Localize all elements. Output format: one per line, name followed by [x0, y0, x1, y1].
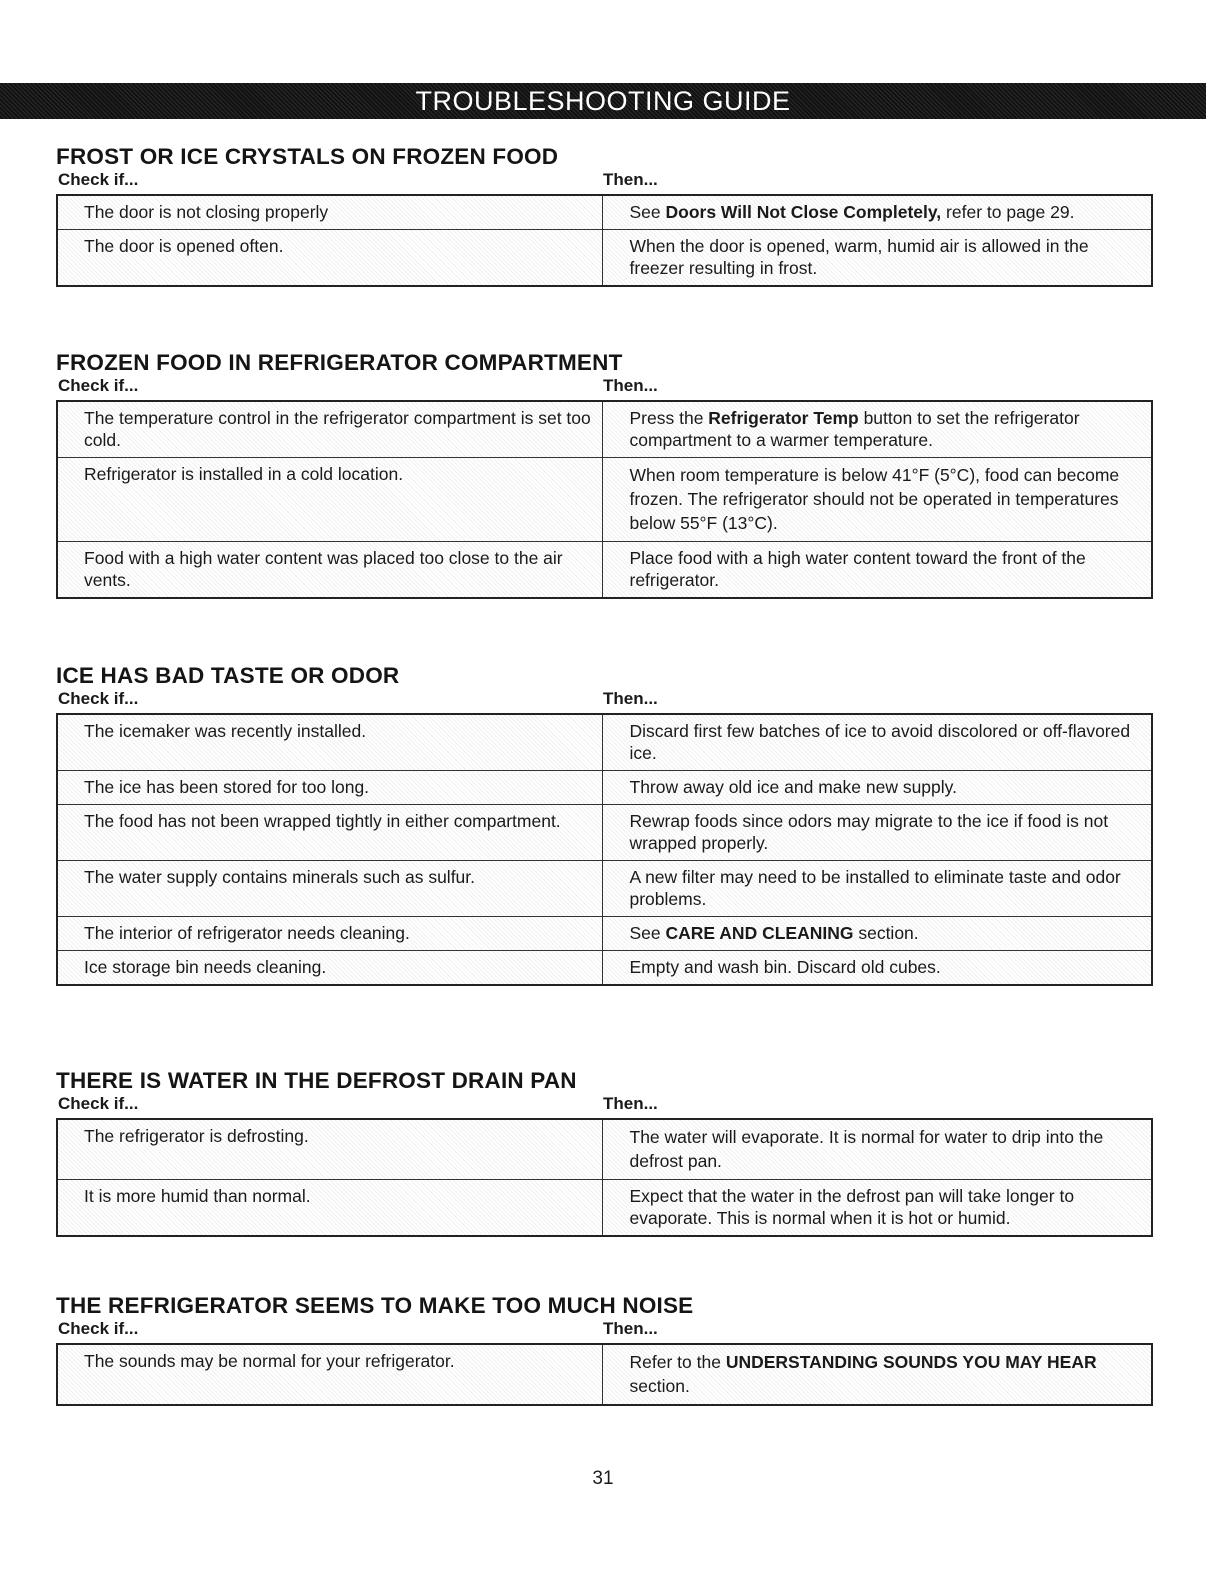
table-row [57, 401, 1152, 458]
then-cell: Press the Refrigerator Temp button to set the refrigerator compartment to a warmer temperature. [602, 401, 1152, 458]
troubleshooting-table [56, 1343, 1153, 1406]
then-cell: Throw away old ice and make new supply. [602, 771, 1152, 805]
table-row [57, 805, 1152, 861]
table-row [57, 458, 1152, 542]
troubleshooting-table [56, 194, 1153, 287]
then-cell: Empty and wash bin. Discard old cubes. [602, 951, 1152, 986]
column-headers [56, 1094, 1151, 1118]
then-cell: Expect that the water in the defrost pan will take longer to evaporate. This is normal when it is hot or humid. [602, 1180, 1152, 1237]
title-banner [0, 83, 1206, 119]
then-cell: A new filter may need to be installed to eliminate taste and odor problems. [602, 861, 1152, 917]
check-cell: The door is not closing properly [57, 195, 602, 230]
then-cell: Refer to the UNDERSTANDING SOUNDS YOU MAY HEAR section. [602, 1344, 1152, 1405]
then-cell: See Doors Will Not Close Completely, refer to page 29. [602, 195, 1152, 230]
then-header: Then... [603, 170, 658, 189]
check-if-header: Check if... [58, 376, 139, 395]
section-defrost-pan [56, 1067, 1151, 1237]
troubleshooting-table [56, 400, 1153, 599]
check-if-header: Check if... [58, 170, 139, 189]
then-cell: When the door is opened, warm, humid air is allowed in the freezer resulting in frost. [602, 230, 1152, 287]
section-ice-taste [56, 662, 1151, 986]
check-if-header: Check if... [58, 689, 139, 708]
column-headers [56, 170, 1151, 194]
check-cell: It is more humid than normal. [57, 1180, 602, 1237]
then-cell: Rewrap foods since odors may migrate to the ice if food is not wrapped properly. [602, 805, 1152, 861]
troubleshooting-table [56, 713, 1153, 986]
section-title: ICE HAS BAD TASTE OR ODOR [56, 663, 400, 688]
check-cell: Refrigerator is installed in a cold location. [57, 458, 602, 542]
then-header: Then... [603, 1094, 658, 1113]
then-cell: Discard first few batches of ice to avoid discolored or off-flavored ice. [602, 714, 1152, 771]
then-cell: When room temperature is below 41°F (5°C), food can become frozen. The refrigerator should not be operated in temperatures below 55°F (13°C). [602, 458, 1152, 542]
page-title: TROUBLESHOOTING GUIDE [415, 86, 791, 116]
troubleshooting-table [56, 1118, 1153, 1237]
section-title: THERE IS WATER IN THE DEFROST DRAIN PAN [56, 1068, 577, 1093]
check-cell: The water supply contains minerals such as sulfur. [57, 861, 602, 917]
check-cell: The refrigerator is defrosting. [57, 1119, 602, 1180]
then-cell: Place food with a high water content toward the front of the refrigerator. [602, 542, 1152, 599]
check-if-header: Check if... [58, 1094, 139, 1113]
check-cell: The sounds may be normal for your refrigerator. [57, 1344, 602, 1405]
check-cell: The interior of refrigerator needs cleaning. [57, 917, 602, 951]
table-row [57, 1180, 1152, 1237]
then-cell: The water will evaporate. It is normal for water to drip into the defrost pan. [602, 1119, 1152, 1180]
page-number: 31 [592, 1468, 614, 1489]
table-row [57, 1119, 1152, 1180]
column-headers [56, 1319, 1151, 1343]
column-headers [56, 376, 1151, 400]
section-frozen-food [56, 349, 1151, 599]
then-header: Then... [603, 1319, 658, 1338]
column-headers [56, 689, 1151, 713]
then-header: Then... [603, 689, 658, 708]
table-row [57, 195, 1152, 230]
check-cell: The ice has been stored for too long. [57, 771, 602, 805]
check-cell: Food with a high water content was placed too close to the air vents. [57, 542, 602, 599]
check-cell: The door is opened often. [57, 230, 602, 287]
check-cell: The icemaker was recently installed. [57, 714, 602, 771]
section-frost [56, 143, 1151, 287]
table-row [57, 230, 1152, 287]
section-noise [56, 1292, 1151, 1406]
check-cell: The food has not been wrapped tightly in either compartment. [57, 805, 602, 861]
section-title: FROST OR ICE CRYSTALS ON FROZEN FOOD [56, 144, 559, 169]
table-row [57, 1344, 1152, 1405]
table-row [57, 542, 1152, 599]
check-cell: Ice storage bin needs cleaning. [57, 951, 602, 986]
table-row [57, 771, 1152, 805]
check-cell: The temperature control in the refrigerator compartment is set too cold. [57, 401, 602, 458]
section-title: THE REFRIGERATOR SEEMS TO MAKE TOO MUCH NOISE [56, 1293, 694, 1318]
check-if-header: Check if... [58, 1319, 139, 1338]
then-header: Then... [603, 376, 658, 395]
table-row [57, 861, 1152, 917]
table-row [57, 917, 1152, 951]
table-row [57, 714, 1152, 771]
then-cell: See CARE AND CLEANING section. [602, 917, 1152, 951]
table-row [57, 951, 1152, 986]
section-title: FROZEN FOOD IN REFRIGERATOR COMPARTMENT [56, 350, 623, 375]
